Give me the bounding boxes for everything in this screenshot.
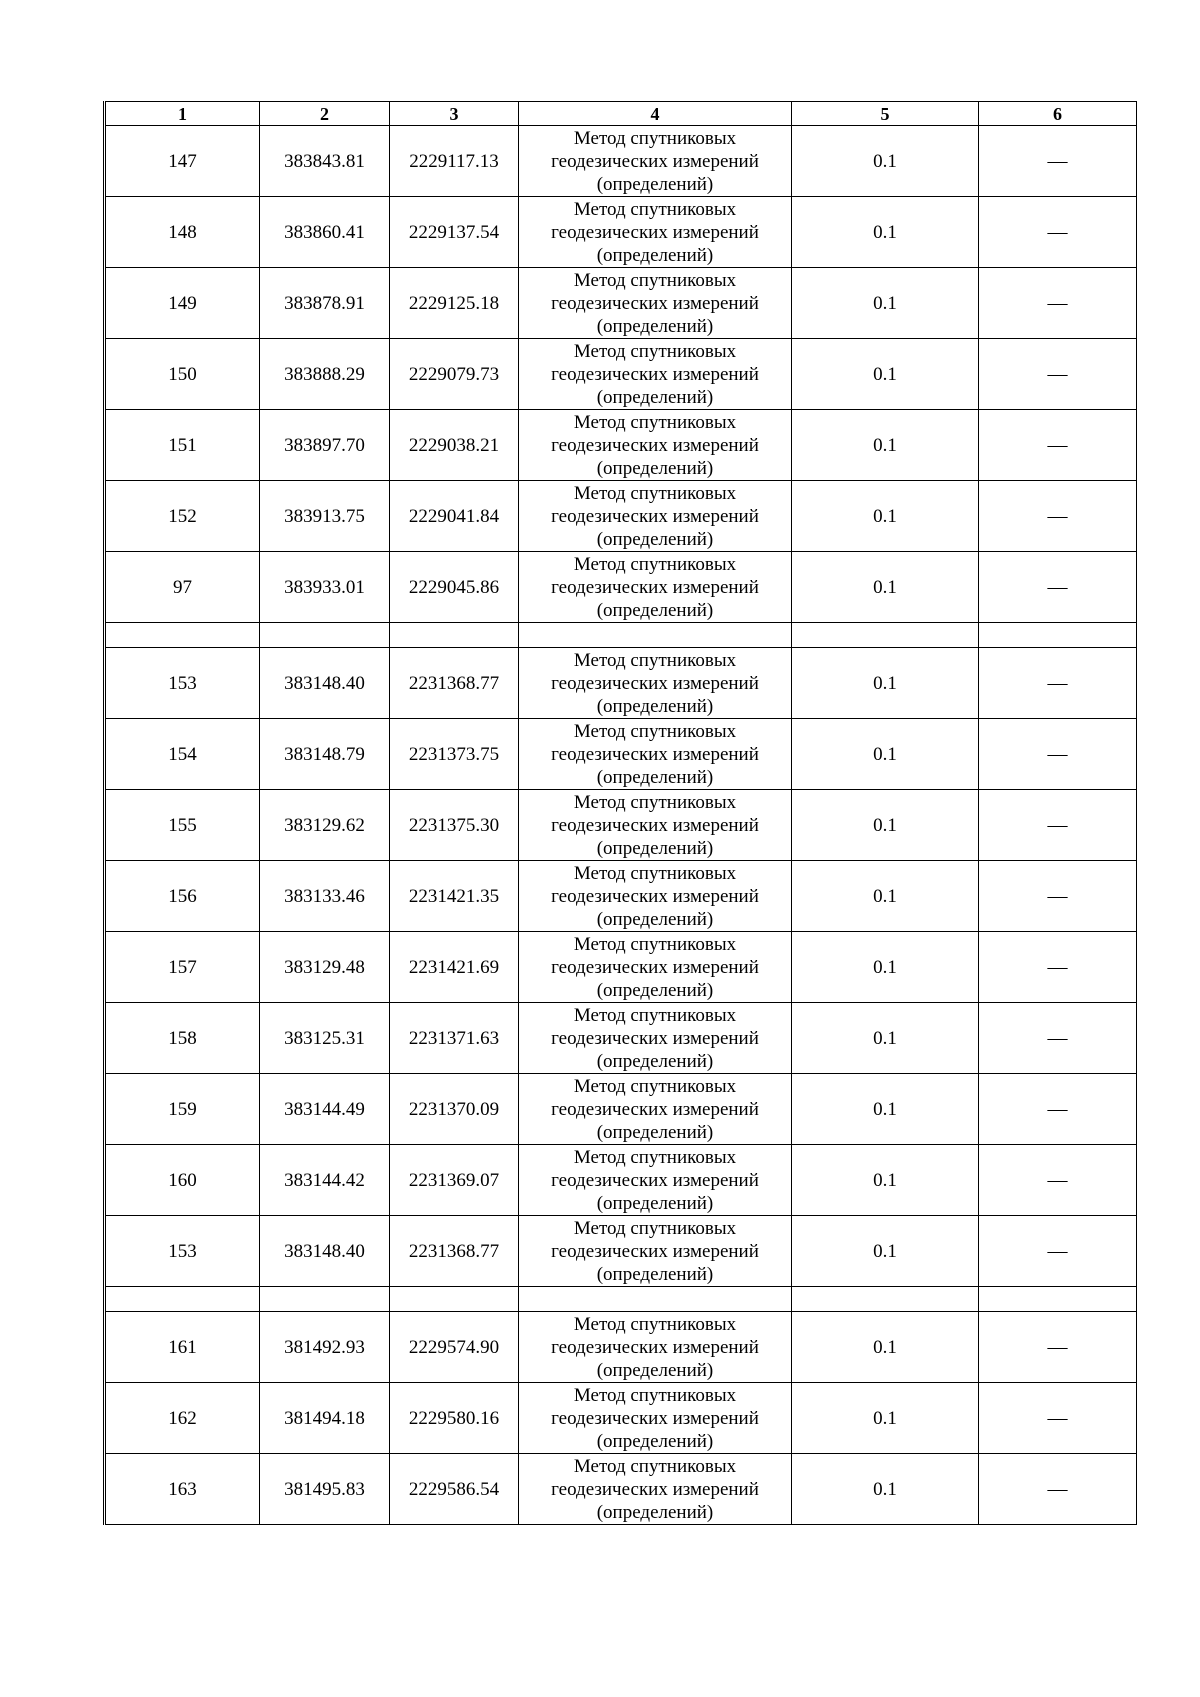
method-text-line: геодезических измерений [551,1478,759,1500]
point-number-cell: 150 [105,339,260,410]
method-text-line: геодезических измерений [551,576,759,598]
table-row [105,1074,1137,1145]
method-text-line: (определений) [596,386,714,408]
point-number-cell: 157 [105,932,260,1003]
method-cell [519,1003,792,1074]
note-cell: — [979,1145,1137,1216]
table-row [105,1454,1137,1525]
point-number-cell: 159 [105,1074,260,1145]
empty-cell [979,1287,1137,1312]
point-number-cell: 148 [105,197,260,268]
method-cell [519,126,792,197]
table-row [105,719,1137,790]
note-cell: — [979,197,1137,268]
table-row [105,1383,1137,1454]
method-text-line: геодезических измерений [551,221,759,243]
spacer-row [105,623,1137,648]
x-coordinate-cell: 383144.42 [260,1145,390,1216]
empty-cell [105,623,260,648]
y-coordinate-cell: 2229125.18 [390,268,519,339]
table-row [105,268,1137,339]
point-number-cell: 160 [105,1145,260,1216]
empty-cell [519,623,792,648]
point-number-cell: 163 [105,1454,260,1525]
method-text-line: геодезических измерений [551,363,759,385]
method-cell [519,339,792,410]
method-text-line: (определений) [596,1192,714,1214]
table-row [105,126,1137,197]
method-text-line: геодезических измерений [551,434,759,456]
empty-cell [260,623,390,648]
y-coordinate-cell: 2229079.73 [390,339,519,410]
method-text-line: геодезических измерений [551,743,759,765]
method-cell [519,1454,792,1525]
empty-cell [390,1287,519,1312]
point-number-cell: 97 [105,552,260,623]
y-coordinate-cell: 2229586.54 [390,1454,519,1525]
accuracy-cell: 0.1 [792,197,979,268]
method-text-line: Метод спутниковых [573,720,737,742]
accuracy-cell: 0.1 [792,1454,979,1525]
point-number-cell: 151 [105,410,260,481]
method-text-line: (определений) [596,1263,714,1285]
table-row [105,481,1137,552]
x-coordinate-cell: 383133.46 [260,861,390,932]
y-coordinate-cell: 2231421.35 [390,861,519,932]
method-text-line: Метод спутниковых [573,1313,737,1335]
x-coordinate-cell: 383888.29 [260,339,390,410]
accuracy-cell: 0.1 [792,268,979,339]
point-number-cell: 154 [105,719,260,790]
note-cell: — [979,552,1137,623]
table-row [105,1145,1137,1216]
method-text-line: геодезических измерений [551,956,759,978]
method-text-line: Метод спутниковых [573,1384,737,1406]
header-col-2: 2 [260,102,390,126]
header-col-6: 6 [979,102,1137,126]
point-number-cell: 156 [105,861,260,932]
method-text-line: геодезических измерений [551,1407,759,1429]
x-coordinate-cell: 383148.79 [260,719,390,790]
y-coordinate-cell: 2231371.63 [390,1003,519,1074]
method-text-line: Метод спутниковых [573,340,737,362]
x-coordinate-cell: 383148.40 [260,648,390,719]
accuracy-cell: 0.1 [792,339,979,410]
method-text-line: (определений) [596,1430,714,1452]
method-text-line: геодезических измерений [551,885,759,907]
note-cell: — [979,861,1137,932]
note-cell: — [979,126,1137,197]
method-text-line: Метод спутниковых [573,269,737,291]
method-text-line: (определений) [596,1501,714,1523]
x-coordinate-cell: 383129.62 [260,790,390,861]
method-text-line: Метод спутниковых [573,1075,737,1097]
empty-cell [260,1287,390,1312]
x-coordinate-cell: 383125.31 [260,1003,390,1074]
table-row [105,790,1137,861]
x-coordinate-cell: 383148.40 [260,1216,390,1287]
method-text-line: геодезических измерений [551,814,759,836]
header-col-1: 1 [105,102,260,126]
y-coordinate-cell: 2231421.69 [390,932,519,1003]
y-coordinate-cell: 2229038.21 [390,410,519,481]
method-cell [519,1216,792,1287]
y-coordinate-cell: 2231368.77 [390,648,519,719]
method-text-line: (определений) [596,528,714,550]
table-row [105,339,1137,410]
method-cell [519,1383,792,1454]
x-coordinate-cell: 383878.91 [260,268,390,339]
note-cell: — [979,339,1137,410]
x-coordinate-cell: 381495.83 [260,1454,390,1525]
method-text-line: (определений) [596,837,714,859]
table-row [105,410,1137,481]
y-coordinate-cell: 2229574.90 [390,1312,519,1383]
accuracy-cell: 0.1 [792,126,979,197]
method-text-line: (определений) [596,1121,714,1143]
method-text-line: геодезических измерений [551,505,759,527]
accuracy-cell: 0.1 [792,1145,979,1216]
method-cell [519,790,792,861]
method-text-line: геодезических измерений [551,1027,759,1049]
method-text-line: (определений) [596,173,714,195]
x-coordinate-cell: 381494.18 [260,1383,390,1454]
y-coordinate-cell: 2231375.30 [390,790,519,861]
empty-cell [105,1287,260,1312]
method-text-line: (определений) [596,457,714,479]
method-cell [519,197,792,268]
accuracy-cell: 0.1 [792,481,979,552]
note-cell: — [979,1312,1137,1383]
note-cell: — [979,719,1137,790]
method-text-line: (определений) [596,315,714,337]
method-text-line: Метод спутниковых [573,1004,737,1026]
method-cell [519,861,792,932]
table-row [105,1003,1137,1074]
x-coordinate-cell: 383144.49 [260,1074,390,1145]
method-text-line: (определений) [596,1050,714,1072]
method-text-line: (определений) [596,599,714,621]
note-cell: — [979,1003,1137,1074]
point-number-cell: 152 [105,481,260,552]
accuracy-cell: 0.1 [792,861,979,932]
note-cell: — [979,932,1137,1003]
note-cell: — [979,481,1137,552]
method-text-line: Метод спутниковых [573,649,737,671]
method-text-line: Метод спутниковых [573,1146,737,1168]
accuracy-cell: 0.1 [792,790,979,861]
accuracy-cell: 0.1 [792,1312,979,1383]
point-number-cell: 162 [105,1383,260,1454]
accuracy-cell: 0.1 [792,932,979,1003]
table-row [105,552,1137,623]
header-col-5: 5 [792,102,979,126]
point-number-cell: 153 [105,1216,260,1287]
table-header [105,102,1137,126]
x-coordinate-cell: 383129.48 [260,932,390,1003]
method-text-line: геодезических измерений [551,672,759,694]
header-col-4: 4 [519,102,792,126]
x-coordinate-cell: 381492.93 [260,1312,390,1383]
coordinates-table [103,101,1137,1525]
x-coordinate-cell: 383933.01 [260,552,390,623]
method-cell [519,481,792,552]
point-number-cell: 161 [105,1312,260,1383]
point-number-cell: 153 [105,648,260,719]
table-body [105,126,1137,1525]
table-row [105,932,1137,1003]
method-text-line: геодезических измерений [551,1169,759,1191]
method-cell [519,1074,792,1145]
method-text-line: Метод спутниковых [573,553,737,575]
table-row [105,1312,1137,1383]
y-coordinate-cell: 2229137.54 [390,197,519,268]
note-cell: — [979,1074,1137,1145]
method-cell [519,1312,792,1383]
accuracy-cell: 0.1 [792,648,979,719]
empty-cell [519,1287,792,1312]
method-cell [519,648,792,719]
accuracy-cell: 0.1 [792,1003,979,1074]
empty-cell [979,623,1137,648]
accuracy-cell: 0.1 [792,719,979,790]
method-text-line: (определений) [596,244,714,266]
accuracy-cell: 0.1 [792,1074,979,1145]
spacer-row [105,1287,1137,1312]
y-coordinate-cell: 2231369.07 [390,1145,519,1216]
method-text-line: (определений) [596,766,714,788]
note-cell: — [979,1216,1137,1287]
y-coordinate-cell: 2231373.75 [390,719,519,790]
y-coordinate-cell: 2229041.84 [390,481,519,552]
method-text-line: геодезических измерений [551,150,759,172]
y-coordinate-cell: 2231370.09 [390,1074,519,1145]
point-number-cell: 149 [105,268,260,339]
method-text-line: Метод спутниковых [573,482,737,504]
method-text-line: геодезических измерений [551,1098,759,1120]
accuracy-cell: 0.1 [792,1216,979,1287]
note-cell: — [979,1383,1137,1454]
note-cell: — [979,1454,1137,1525]
table-row [105,197,1137,268]
method-cell [519,932,792,1003]
method-cell [519,410,792,481]
method-text-line: (определений) [596,979,714,1001]
method-cell [519,552,792,623]
accuracy-cell: 0.1 [792,552,979,623]
x-coordinate-cell: 383843.81 [260,126,390,197]
point-number-cell: 147 [105,126,260,197]
y-coordinate-cell: 2231368.77 [390,1216,519,1287]
accuracy-cell: 0.1 [792,410,979,481]
method-text-line: Метод спутниковых [573,791,737,813]
note-cell: — [979,648,1137,719]
empty-cell [390,623,519,648]
y-coordinate-cell: 2229580.16 [390,1383,519,1454]
method-text-line: геодезических измерений [551,1336,759,1358]
y-coordinate-cell: 2229045.86 [390,552,519,623]
method-text-line: Метод спутниковых [573,862,737,884]
accuracy-cell: 0.1 [792,1383,979,1454]
x-coordinate-cell: 383913.75 [260,481,390,552]
empty-cell [792,623,979,648]
method-cell [519,1145,792,1216]
method-cell [519,719,792,790]
method-text-line: геодезических измерений [551,1240,759,1262]
method-text-line: Метод спутниковых [573,411,737,433]
note-cell: — [979,790,1137,861]
table-row [105,1216,1137,1287]
table-row [105,648,1137,719]
point-number-cell: 158 [105,1003,260,1074]
note-cell: — [979,410,1137,481]
empty-cell [792,1287,979,1312]
method-text-line: Метод спутниковых [573,127,737,149]
method-text-line: Метод спутниковых [573,933,737,955]
x-coordinate-cell: 383897.70 [260,410,390,481]
method-text-line: Метод спутниковых [573,1217,737,1239]
method-text-line: Метод спутниковых [573,198,737,220]
y-coordinate-cell: 2229117.13 [390,126,519,197]
note-cell: — [979,268,1137,339]
table-row [105,861,1137,932]
x-coordinate-cell: 383860.41 [260,197,390,268]
method-text-line: геодезических измерений [551,292,759,314]
method-text-line: (определений) [596,695,714,717]
header-row [105,102,1137,126]
point-number-cell: 155 [105,790,260,861]
method-text-line: Метод спутниковых [573,1455,737,1477]
method-cell [519,268,792,339]
header-col-3: 3 [390,102,519,126]
method-text-line: (определений) [596,1359,714,1381]
method-text-line: (определений) [596,908,714,930]
